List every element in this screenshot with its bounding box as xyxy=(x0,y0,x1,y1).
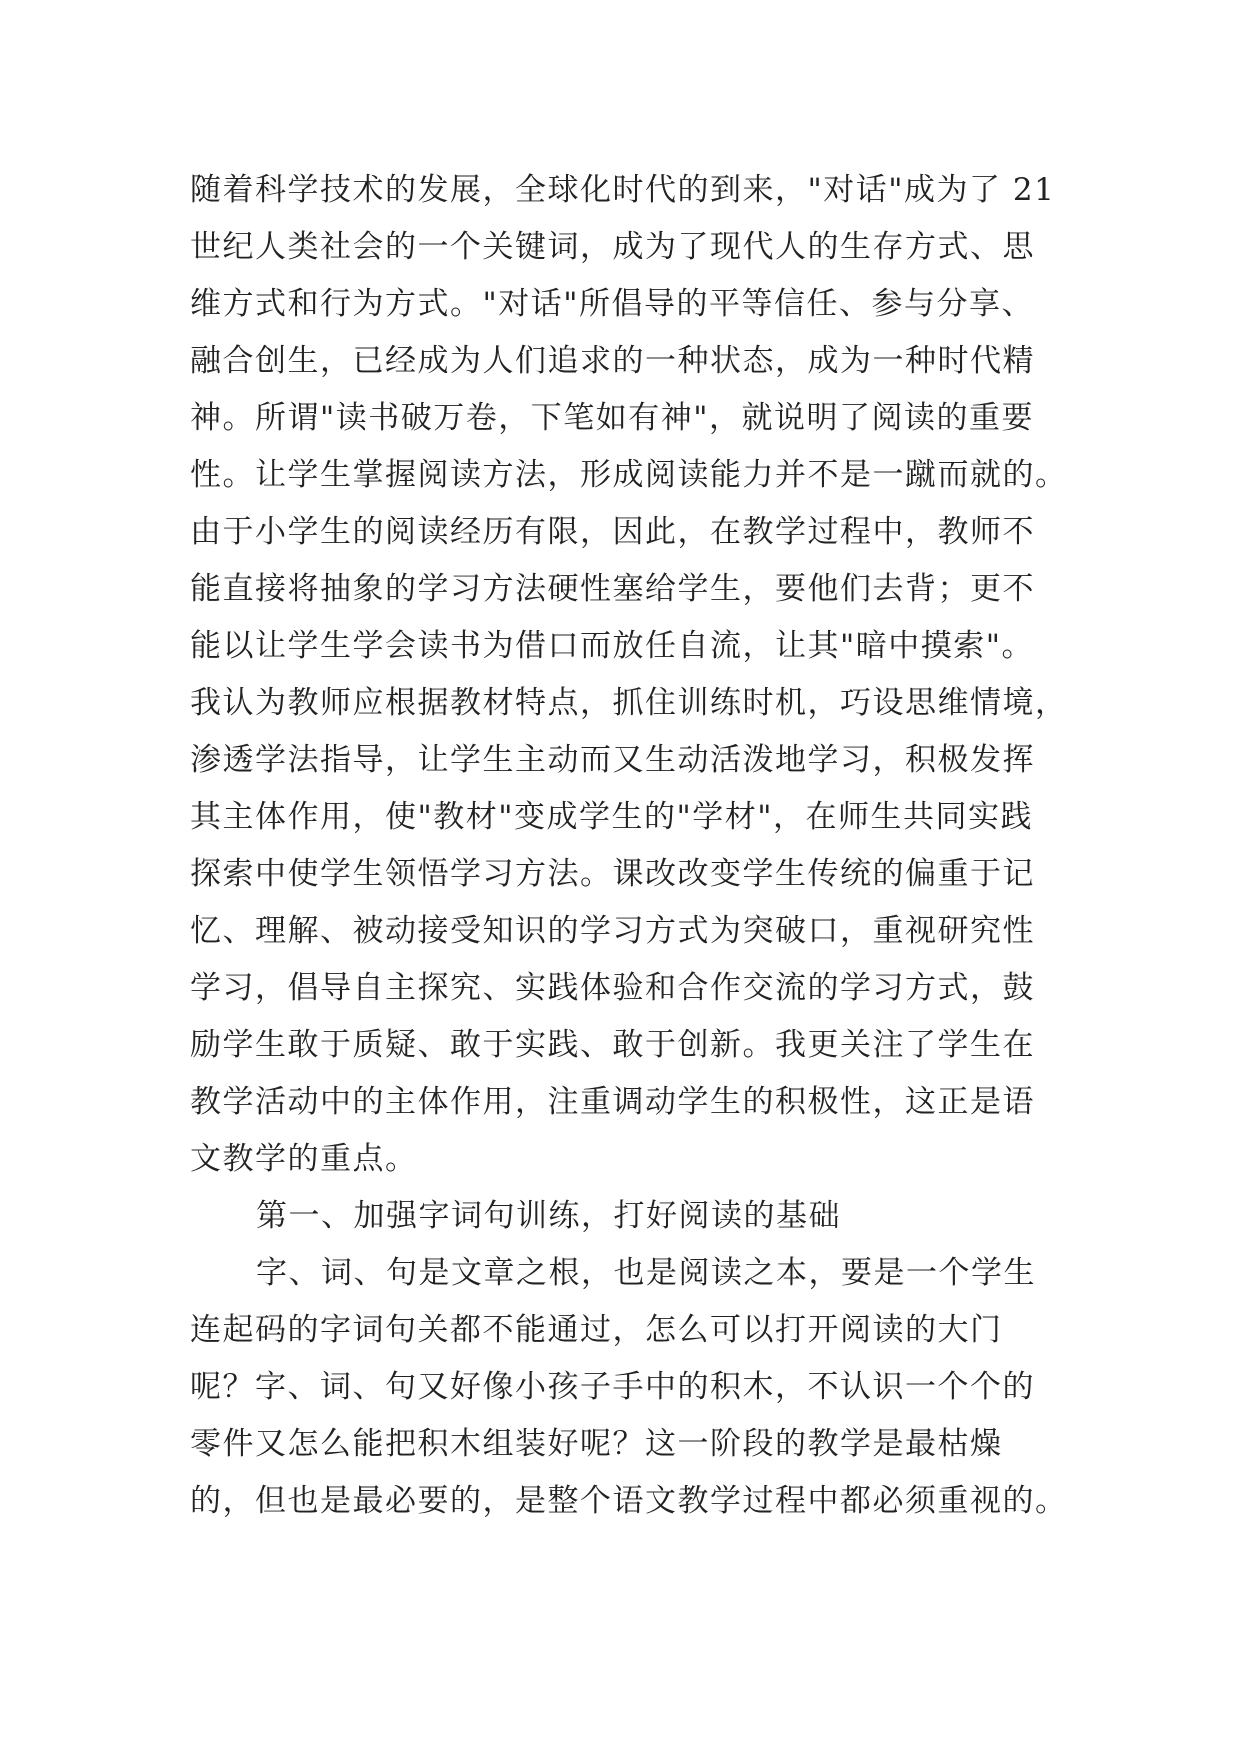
paragraph-line: 字、词、句是文章之根，也是阅读之本，要是一个学生 xyxy=(256,1255,1036,1291)
paragraph-line: 忆、理解、被动接受知识的学习方式为突破口，重视研究性 xyxy=(190,913,1035,949)
paragraph-line: 文教学的重点。 xyxy=(190,1141,418,1177)
paragraph-line: 渗透学法指导，让学生主动而又生动活泼地学习，积极发挥 xyxy=(190,742,1035,778)
paragraph-line: 能以让学生学会读书为借口而放任自流，让其"暗中摸索"。 xyxy=(190,628,1035,664)
paragraph-line: 随着科学技术的发展，全球化时代的到来，"对话"成为了 21 xyxy=(190,172,1056,208)
paragraph-line: 探索中使学生领悟学习方法。课改改变学生传统的偏重于记 xyxy=(190,856,1035,892)
paragraph-line: 世纪人类社会的一个关键词，成为了现代人的生存方式、思 xyxy=(190,229,1035,265)
intro-paragraph xyxy=(190,162,1090,1188)
section-heading xyxy=(190,1188,1090,1245)
paragraph-line: 的，但也是最必要的，是整个语文教学过程中都必须重视的。 xyxy=(190,1483,1068,1519)
paragraph-line: 由于小学生的阅读经历有限，因此，在教学过程中，教师不 xyxy=(190,514,1035,550)
paragraph-line: 神。所谓"读书破万卷，下笔如有神"，就说明了阅读的重要 xyxy=(190,400,1035,436)
paragraph-line: 能直接将抽象的学习方法硬性塞给学生，要他们去背；更不 xyxy=(190,571,1035,607)
paragraph-line: 融合创生，已经成为人们追求的一种状态，成为一种时代精 xyxy=(190,343,1035,379)
paragraph-line: 连起码的字词句关都不能通过，怎么可以打开阅读的大门 xyxy=(190,1312,1003,1348)
paragraph-line: 我认为教师应根据教材特点，抓住训练时机，巧设思维情境， xyxy=(190,685,1068,721)
heading-line: 第一、加强字词句训练，打好阅读的基础 xyxy=(256,1198,841,1234)
paragraph-line: 励学生敢于质疑、敢于实践、敢于创新。我更关注了学生在 xyxy=(190,1027,1035,1063)
paragraph-line: 性。让学生掌握阅读方法，形成阅读能力并不是一蹴而就的。 xyxy=(190,457,1068,493)
paragraph-line: 教学活动中的主体作用，注重调动学生的积极性，这正是语 xyxy=(190,1084,1035,1120)
document-body xyxy=(190,162,1090,1530)
paragraph-line: 零件又怎么能把积木组装好呢？这一阶段的教学是最枯燥 xyxy=(190,1426,1003,1462)
paragraph-line: 其主体作用，使"教材"变成学生的"学材"，在师生共同实践 xyxy=(190,799,1034,835)
section-paragraph xyxy=(190,1245,1090,1530)
paragraph-line: 学习，倡导自主探究、实践体验和合作交流的学习方式，鼓 xyxy=(190,970,1035,1006)
paragraph-line: 呢？字、词、句又好像小孩子手中的积木，不认识一个个的 xyxy=(190,1369,1035,1405)
paragraph-line: 维方式和行为方式。"对话"所倡导的平等信任、参与分享、 xyxy=(190,286,1035,322)
